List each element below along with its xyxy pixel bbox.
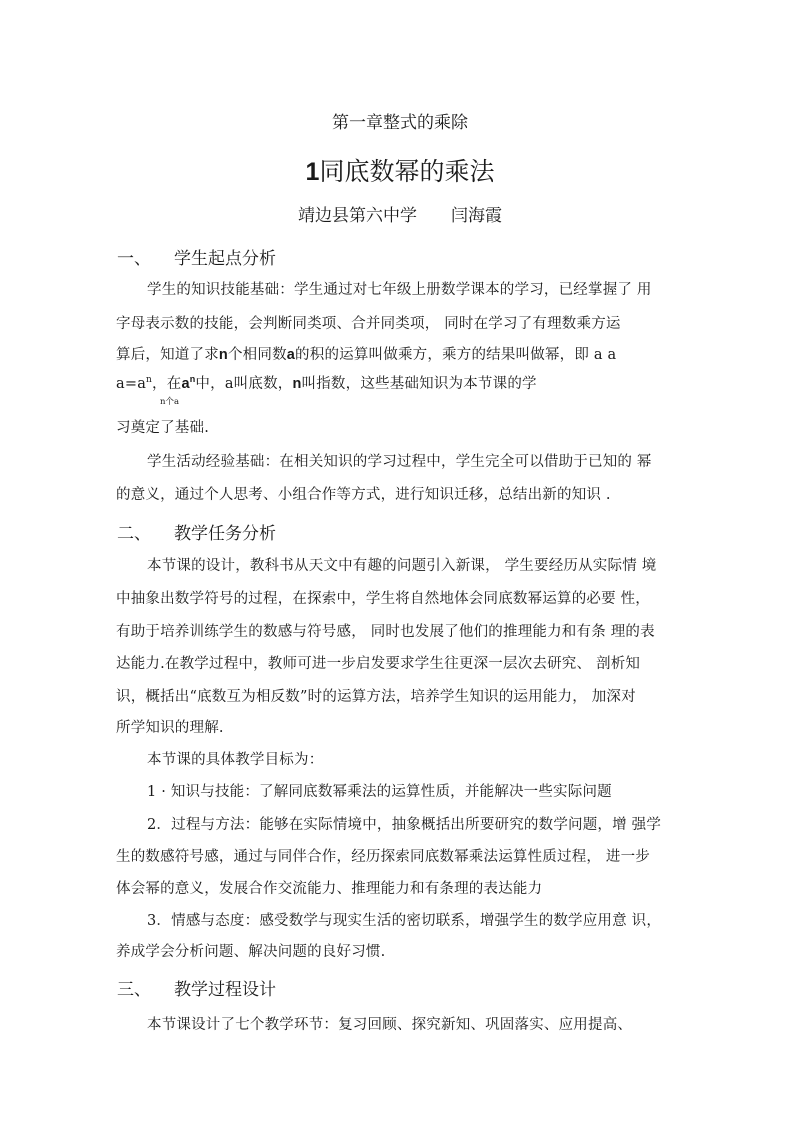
paragraph-line: 所学知识的理解. (116, 720, 224, 736)
text-segment: 叫指数，这些基础知识为本节课的学 (301, 376, 537, 392)
superscript-n: n (146, 375, 153, 385)
text-segment: 算后，知道了求 (116, 347, 219, 363)
paragraph-line: 学生的知识技能基础：学生通过对七年级上册数学课本的学习，已经掌握了 用 (147, 282, 652, 298)
paragraph-line: 本节课的设计，教科书从天文中有趣的问题引入新课， 学生要经历从实际情 境 (147, 558, 657, 574)
text-segment: ，在 (152, 376, 182, 392)
symbol-a: a (181, 376, 190, 392)
section-heading-1 (117, 244, 276, 269)
section-number: 二、 (117, 524, 151, 544)
paragraph-line: 有助于培养训练学生的数感与符号感， 同时也发展了他们的推理能力和有条 理的表 (116, 624, 655, 640)
paragraph-line (116, 372, 537, 393)
paragraph-line: 习奠定了基础. (116, 420, 210, 436)
text-segment: 个相同数 (227, 347, 287, 363)
section-number: 一、 (117, 249, 151, 269)
section-title: 教学过程设计 (174, 980, 276, 1000)
author-line (0, 201, 800, 226)
paragraph-line: 学生活动经验基础：在相关知识的学习过程中，学生完全可以借助于已知的 幂 (147, 454, 652, 470)
paragraph-line: 的意义，通过个人思考、小组合作等方式，进行知识迁移，总结出新的知识 . (116, 487, 611, 503)
superscript-n: n (189, 374, 196, 384)
section-title: 学生起点分析 (174, 249, 276, 269)
symbol-a: a (286, 347, 296, 363)
text-segment: 中，a叫底数， (195, 376, 293, 392)
section-heading-2 (117, 519, 276, 544)
school-name: 靖边县第六中学 (298, 206, 417, 226)
paragraph-line: 识，概括出“底数互为相反数”时的运算方法，培养学生知识的运用能力， 加深对 (116, 689, 636, 705)
symbol-n: n (292, 376, 302, 392)
paragraph-line: 字母表示数的技能，会判断同类项、合并同类项， 同时在学习了有理数乘方运 (116, 316, 621, 332)
text-segment: a=a (116, 376, 147, 392)
paragraph-line: 养成学会分析问题、解决问题的良好习惯. (116, 944, 386, 960)
underbrace-label: n个a (160, 397, 180, 407)
symbol-n: n (218, 347, 228, 363)
goals-intro: 本节课的具体教学目标为： (147, 752, 324, 768)
author-name: 闫海霞 (451, 206, 502, 226)
paragraph-line: 本节课设计了七个教学环节：复习回顾、探究新知、巩固落实、应用提高、 (147, 1017, 633, 1033)
section-number: 三、 (117, 980, 151, 1000)
paragraph-line: 中抽象出数学符号的过程，在探索中，学生将自然地体会同底数幂运算的必要 性， (116, 591, 651, 607)
chapter-heading: 第一章整式的乘除 (332, 113, 468, 133)
paragraph-line: 体会幂的意义，发展合作交流能力、推理能力和有条理的表达能力 (116, 881, 543, 897)
paragraph-line: 达能力.在教学过程中，教师可进一步启发要求学生往更深一层次去研究、 剖析知 (116, 656, 641, 672)
lesson-number: 1 (305, 158, 320, 186)
section-heading-3 (117, 975, 276, 1000)
goal-item-1: 1 · 知识与技能：了解同底数幂乘法的运算性质，并能解决一些实际问题 (147, 784, 612, 800)
goal-item-2: 2．过程与方法：能够在实际情境中，抽象概括出所要研究的数学问题，增 强学 (147, 817, 662, 833)
goal-item-3: 3．情感与态度：感受数学与现实生活的密切联系，增强学生的数学应用意 识， (147, 913, 662, 929)
paragraph-line: 生的数感符号感，通过与同伴合作，经历探索同底数幂乘法运算性质过程， 进一步 (116, 849, 651, 865)
paragraph-line (116, 343, 616, 364)
lesson-title (0, 152, 800, 188)
section-title: 教学任务分析 (174, 524, 276, 544)
lesson-title-text: 同底数幂的乘法 (319, 157, 495, 186)
text-segment: 的积的运算叫做乘方，乘方的结果叫做幂，即 a a (295, 347, 617, 363)
